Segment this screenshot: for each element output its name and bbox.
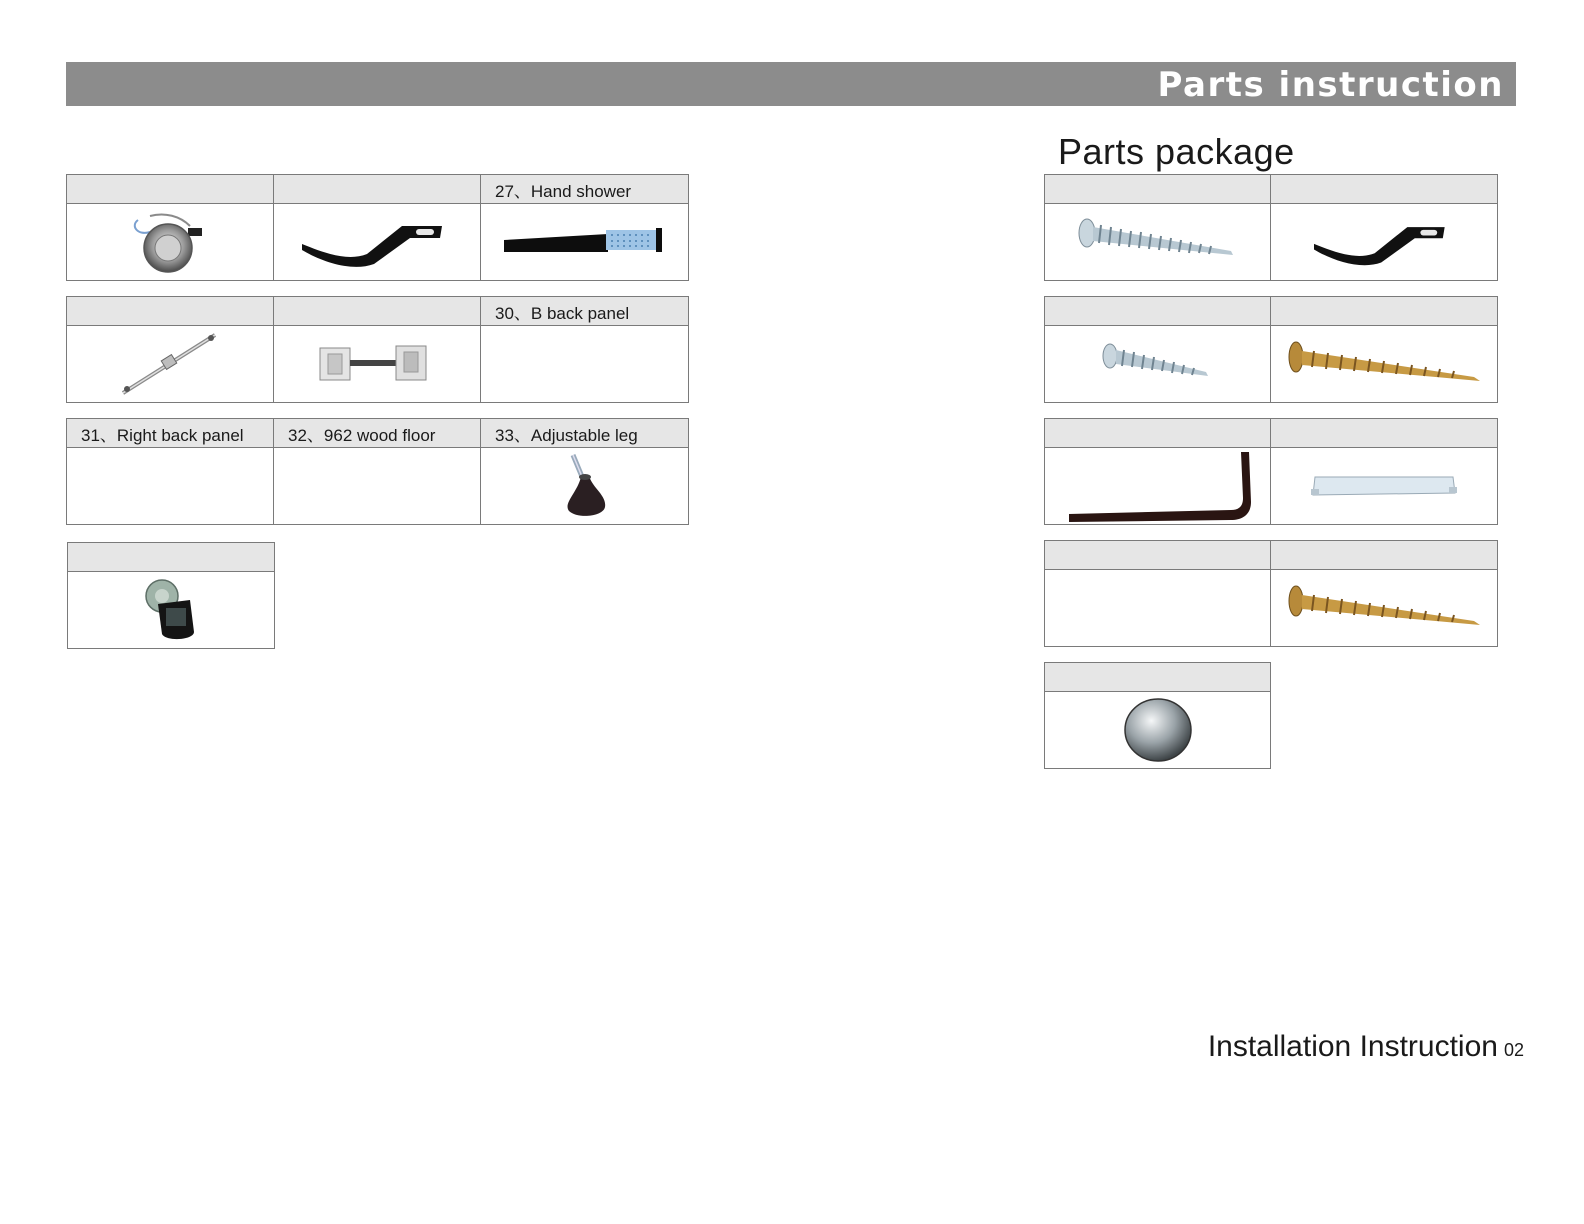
part-image-cell [68, 572, 275, 649]
part-image-cell [1045, 326, 1271, 403]
parts-table-row1 [66, 174, 689, 281]
part-label [1271, 175, 1498, 204]
part-label [1045, 541, 1271, 570]
brass-screw-icon [1284, 583, 1484, 633]
speaker-icon [120, 206, 220, 278]
parts-table-row2 [66, 296, 689, 403]
part-image-cell [1045, 204, 1271, 281]
part-label [1045, 419, 1271, 448]
part-image-cell [1271, 326, 1498, 403]
part-image-cell [481, 326, 689, 403]
parts-table-row4 [67, 542, 275, 649]
part-image-cell [274, 204, 481, 281]
slide-bar-icon [115, 329, 225, 399]
allen-key-icon [1063, 448, 1253, 524]
part-image-cell [481, 448, 689, 525]
bracket-clamp-icon [312, 342, 442, 386]
part-image-cell [67, 326, 274, 403]
part-image-cell [274, 326, 481, 403]
package-table-row5 [1044, 662, 1271, 769]
part-label [67, 297, 274, 326]
brass-screw-icon [1284, 339, 1484, 389]
package-table-row4 [1044, 540, 1498, 647]
part-image-cell [1045, 448, 1271, 525]
part-label [1045, 663, 1271, 692]
part-image-cell [1271, 448, 1498, 525]
part-label [1271, 297, 1498, 326]
part-label: 31、Right back panel [67, 419, 274, 448]
part-label: 30、B back panel [481, 297, 689, 326]
footer [1208, 1030, 1524, 1064]
page-title: Parts instruction [1157, 65, 1504, 105]
silver-screw-icon [1073, 217, 1243, 267]
part-image-cell [481, 204, 689, 281]
part-label: 32、962 wood floor [274, 419, 481, 448]
package-table-row3 [1044, 418, 1498, 525]
page-number: 02 [1503, 1040, 1524, 1060]
door-roller-icon [136, 574, 206, 646]
package-table-row1 [1044, 174, 1498, 281]
part-label [1045, 175, 1271, 204]
part-image-cell [274, 448, 481, 525]
part-label [67, 175, 274, 204]
part-label [274, 175, 481, 204]
part-image-cell [67, 204, 274, 281]
hand-shower-icon [500, 222, 670, 262]
package-table-row2 [1044, 296, 1498, 403]
short-screw-icon [1098, 342, 1218, 386]
part-label: 33、Adjustable leg [481, 419, 689, 448]
part-label: 27、Hand shower [481, 175, 689, 204]
hook-handle-icon [292, 212, 462, 272]
part-label [68, 543, 275, 572]
screw-cap-icon [1121, 695, 1195, 765]
part-image-cell [1271, 570, 1498, 647]
header-banner [66, 62, 1516, 106]
part-label [1271, 541, 1498, 570]
hook-handle-icon [1304, 214, 1464, 270]
parts-table-row3 [66, 418, 689, 525]
part-label [274, 297, 481, 326]
parts-package-title: Parts package [1058, 131, 1295, 172]
part-label [1271, 419, 1498, 448]
part-label [1045, 297, 1271, 326]
part-image-cell [1271, 204, 1498, 281]
part-image-cell [1045, 570, 1271, 647]
metal-strip-icon [1309, 471, 1459, 501]
part-image-cell [67, 448, 274, 525]
footer-title: Installation Instruction [1207, 1030, 1498, 1063]
adjustable-leg-icon [555, 451, 615, 521]
part-image-cell [1045, 692, 1271, 769]
